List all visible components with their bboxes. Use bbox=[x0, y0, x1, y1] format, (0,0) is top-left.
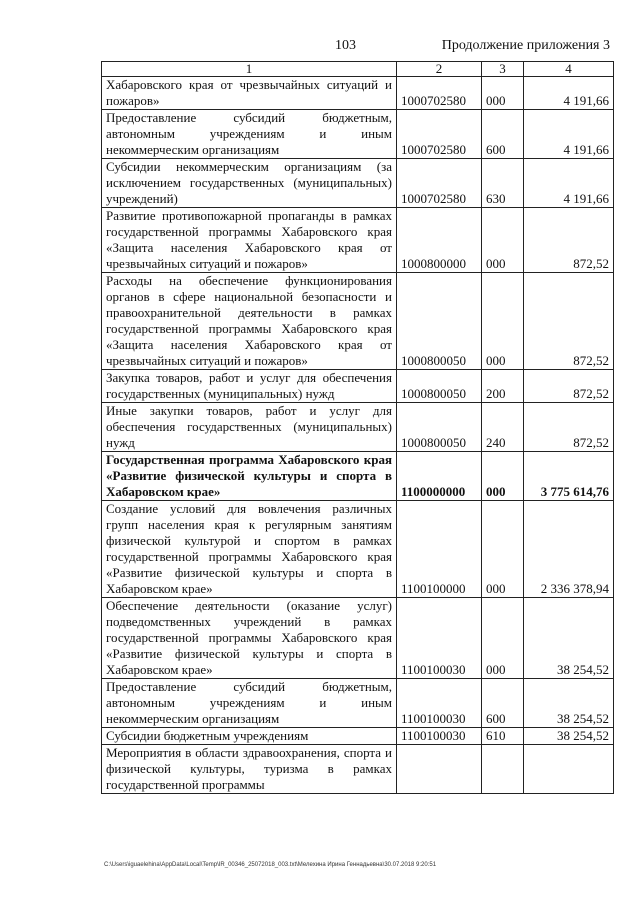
table-row bbox=[102, 452, 614, 501]
row-type-cell: 000 bbox=[482, 273, 524, 370]
continuation-note: Продолжение приложения 3 bbox=[441, 38, 610, 53]
row-name-cell: Иные закупки товаров, работ и услуг для обеспечения государственных (муниципальных) нужд bbox=[102, 403, 397, 452]
table-row bbox=[102, 403, 614, 452]
row-name-cell: Государственная программа Хабаровского края «Развитие физической культуры и спорта в Хабаровском крае» bbox=[102, 452, 397, 501]
row-sum-cell: 38 254,52 bbox=[524, 728, 614, 745]
column-header-3: 3 bbox=[482, 62, 524, 77]
row-type-cell: 240 bbox=[482, 403, 524, 452]
row-name-cell: Предоставление субсидий бюджетным, автономным учреждениям и иным некоммерческим организациям bbox=[102, 679, 397, 728]
page-number: 103 bbox=[335, 38, 356, 53]
row-type-cell: 600 bbox=[482, 110, 524, 159]
row-name-cell: Мероприятия в области здравоохранения, спорта и физической культуры, туризма в рамках государственной программы bbox=[102, 745, 397, 794]
row-code-cell: 1000702580 bbox=[397, 77, 482, 110]
row-type-cell: 000 bbox=[482, 598, 524, 679]
row-sum-cell: 872,52 bbox=[524, 208, 614, 273]
column-header-1: 1 bbox=[102, 62, 397, 77]
row-sum-cell: 4 191,66 bbox=[524, 159, 614, 208]
row-code-cell: 1100100030 bbox=[397, 598, 482, 679]
row-code-cell: 1000800050 bbox=[397, 273, 482, 370]
row-name-cell: Субсидии некоммерческим организациям (за исключением государственных (муниципальных) учреждений) bbox=[102, 159, 397, 208]
column-header-2: 2 bbox=[397, 62, 482, 77]
table-row bbox=[102, 273, 614, 370]
row-type-cell: 630 bbox=[482, 159, 524, 208]
table-row bbox=[102, 679, 614, 728]
row-sum-cell bbox=[524, 745, 614, 794]
row-type-cell bbox=[482, 745, 524, 794]
row-code-cell: 1000800050 bbox=[397, 403, 482, 452]
row-type-cell: 000 bbox=[482, 501, 524, 598]
row-code-cell: 1000702580 bbox=[397, 159, 482, 208]
row-code-cell: 1100100030 bbox=[397, 679, 482, 728]
row-name-cell: Субсидии бюджетным учреждениям bbox=[102, 728, 397, 745]
row-type-cell: 200 bbox=[482, 370, 524, 403]
row-sum-cell: 872,52 bbox=[524, 273, 614, 370]
row-code-cell bbox=[397, 745, 482, 794]
table-row bbox=[102, 110, 614, 159]
row-code-cell: 1100100000 bbox=[397, 501, 482, 598]
row-sum-cell: 872,52 bbox=[524, 403, 614, 452]
row-code-cell: 1000800000 bbox=[397, 208, 482, 273]
table-row bbox=[102, 598, 614, 679]
table-row bbox=[102, 501, 614, 598]
row-sum-cell: 38 254,52 bbox=[524, 679, 614, 728]
table-row bbox=[102, 370, 614, 403]
budget-table bbox=[101, 61, 614, 794]
row-sum-cell: 2 336 378,94 bbox=[524, 501, 614, 598]
row-name-cell: Закупка товаров, работ и услуг для обеспечения государственных (муниципальных) нужд bbox=[102, 370, 397, 403]
row-code-cell: 1000800050 bbox=[397, 370, 482, 403]
row-sum-cell: 3 775 614,76 bbox=[524, 452, 614, 501]
row-name-cell: Предоставление субсидий бюджетным, автономным учреждениям и иным некоммерческим организациям bbox=[102, 110, 397, 159]
row-name-cell: Обеспечение деятельности (оказание услуг) подведомственных учреждений в рамках государственной программы Хабаровского края «Развитие физической культуры и спорта в Хабаровском крае» bbox=[102, 598, 397, 679]
row-type-cell: 000 bbox=[482, 77, 524, 110]
row-sum-cell: 4 191,66 bbox=[524, 77, 614, 110]
row-name-cell: Создание условий для вовлечения различных групп населения края к регулярным занятиям физической культурой и спортом в рамках государственной программы Хабаровского края «Развитие физической культуры и спорта в Хабаровском крае» bbox=[102, 501, 397, 598]
row-code-cell: 1000702580 bbox=[397, 110, 482, 159]
table-row bbox=[102, 159, 614, 208]
table-row bbox=[102, 728, 614, 745]
file-path-footer: C:\Users\iguaelehina\AppData\Local\Temp\IR_00346_25072018_003.txt\Мелехина Ирина Геннадьевна\30.07.2018 9:20:51 bbox=[104, 862, 437, 868]
column-header-4: 4 bbox=[524, 62, 614, 77]
row-sum-cell: 4 191,66 bbox=[524, 110, 614, 159]
row-type-cell: 000 bbox=[482, 208, 524, 273]
row-name-cell: Расходы на обеспечение функционирования органов в сфере национальной безопасности и правоохранительной деятельности в рамках государственной программы Хабаровского края «Защита населения Хабаровского края от чрезвычайных ситуаций и пожаров» bbox=[102, 273, 397, 370]
table-row bbox=[102, 745, 614, 794]
table-header-row bbox=[102, 62, 614, 77]
row-name-cell: Развитие противопожарной пропаганды в рамках государственной программы Хабаровского края «Защита населения Хабаровского края от чрезвычайных ситуаций и пожаров» bbox=[102, 208, 397, 273]
row-type-cell: 000 bbox=[482, 452, 524, 501]
row-type-cell: 610 bbox=[482, 728, 524, 745]
table-row bbox=[102, 77, 614, 110]
row-code-cell: 1100000000 bbox=[397, 452, 482, 501]
row-sum-cell: 872,52 bbox=[524, 370, 614, 403]
row-code-cell: 1100100030 bbox=[397, 728, 482, 745]
row-type-cell: 600 bbox=[482, 679, 524, 728]
row-sum-cell: 38 254,52 bbox=[524, 598, 614, 679]
row-name-cell: Хабаровского края от чрезвычайных ситуаций и пожаров» bbox=[102, 77, 397, 110]
table-row bbox=[102, 208, 614, 273]
